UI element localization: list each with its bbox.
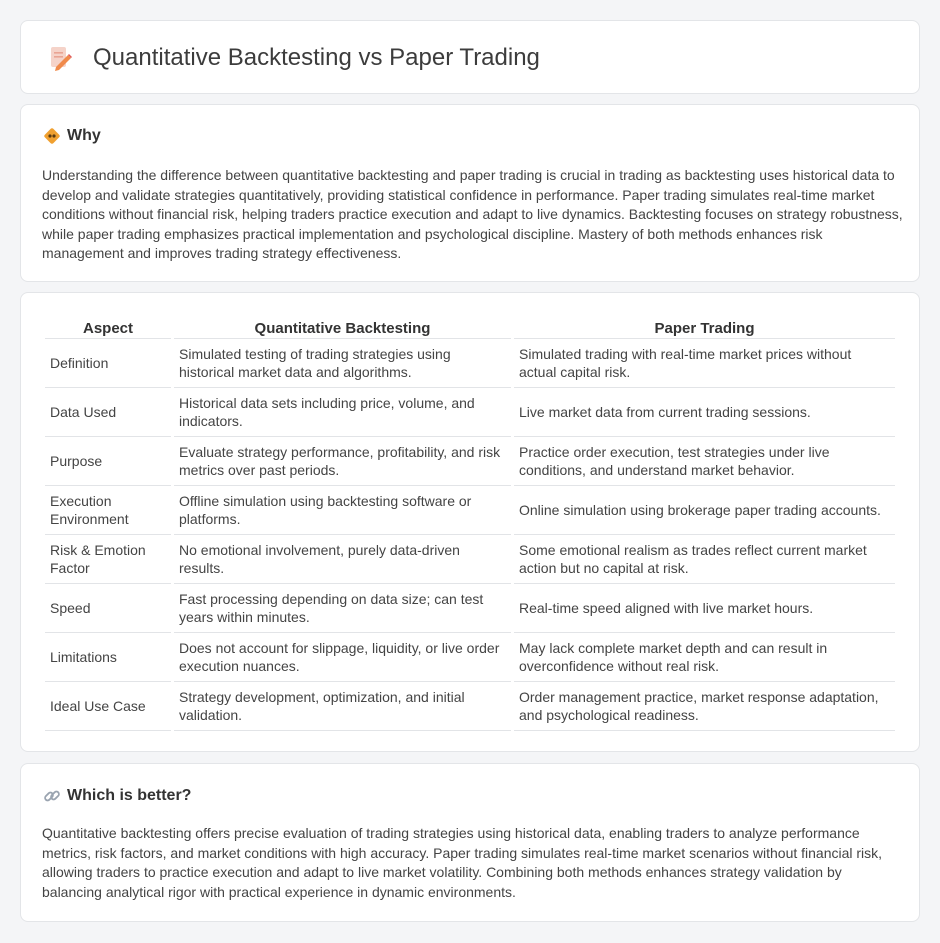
paper-trading-cell: Order management practice, market response adaptation, and psychological readiness. bbox=[514, 682, 895, 731]
why-section bbox=[20, 104, 920, 282]
table-row bbox=[45, 682, 895, 731]
aspect-cell: Data Used bbox=[45, 388, 171, 437]
header-quantitative-backtesting: Quantitative Backtesting bbox=[174, 314, 511, 339]
comparison-table bbox=[42, 314, 898, 731]
aspect-cell: Execution Environment bbox=[45, 486, 171, 535]
table-row bbox=[45, 388, 895, 437]
better-text: Quantitative backtesting offers precise evaluation of trading strategies using historical data, enabling traders to analyze performance metrics, risk factors, and market conditions with high accuracy. Paper trading simulates real-time market scenarios without financial risk, allowing traders to practice execution and adapt to live market volatility. Combining both methods enhances strategy validation by balancing analytical rigor with practical experience in dynamic environments. bbox=[42, 825, 883, 900]
aspect-cell: Limitations bbox=[45, 633, 171, 682]
backtesting-cell: Simulated testing of trading strategies using historical market data and algorithms. bbox=[174, 339, 511, 388]
better-heading-row bbox=[43, 787, 191, 805]
which-is-better-section bbox=[20, 763, 920, 922]
aspect-cell: Ideal Use Case bbox=[45, 682, 171, 731]
document-pencil-icon bbox=[47, 45, 73, 71]
paper-trading-cell: Online simulation using brokerage paper trading accounts. bbox=[514, 486, 895, 535]
backtesting-cell: Fast processing depending on data size; can test years within minutes. bbox=[174, 584, 511, 633]
why-heading-row bbox=[43, 127, 101, 145]
aspect-cell: Definition bbox=[45, 339, 171, 388]
header-aspect: Aspect bbox=[45, 314, 171, 339]
table-row bbox=[45, 486, 895, 535]
why-heading: Why bbox=[67, 127, 101, 144]
diamond-sign-icon bbox=[43, 127, 61, 145]
aspect-cell: Speed bbox=[45, 584, 171, 633]
table-header-row bbox=[45, 314, 895, 339]
backtesting-cell: Evaluate strategy performance, profitability, and risk metrics over past periods. bbox=[174, 437, 511, 486]
table-row bbox=[45, 535, 895, 584]
comparison-table-card bbox=[20, 292, 920, 752]
aspect-cell: Risk & Emotion Factor bbox=[45, 535, 171, 584]
backtesting-cell: No emotional involvement, purely data-driven results. bbox=[174, 535, 511, 584]
table-row bbox=[45, 437, 895, 486]
paper-trading-cell: Real-time speed aligned with live market hours. bbox=[514, 584, 895, 633]
backtesting-cell: Historical data sets including price, volume, and indicators. bbox=[174, 388, 511, 437]
table-row bbox=[45, 584, 895, 633]
why-text: Understanding the difference between quantitative backtesting and paper trading is crucial in trading as backtesting uses historical data to develop and validate strategies quantitatively, providing statistical confidence in performance. Paper trading simulates real-time market conditions without financial risk, helping traders practice execution and adapt to live dynamics. Backtesting focuses on strategy robustness, while paper trading emphasizes practical implementation and psychological discipline. Mastery of both methods enhances risk management and improves trading strategy effectiveness. bbox=[42, 167, 903, 261]
better-heading: Which is better? bbox=[67, 787, 192, 804]
aspect-cell: Purpose bbox=[45, 437, 171, 486]
backtesting-cell: Strategy development, optimization, and initial validation. bbox=[174, 682, 511, 731]
table-row bbox=[45, 633, 895, 682]
paper-trading-cell: Practice order execution, test strategies under live conditions, and understand market behavior. bbox=[514, 437, 895, 486]
backtesting-cell: Does not account for slippage, liquidity, or live order execution nuances. bbox=[174, 633, 511, 682]
link-icon bbox=[43, 787, 61, 805]
paper-trading-cell: Live market data from current trading sessions. bbox=[514, 388, 895, 437]
backtesting-cell: Offline simulation using backtesting software or platforms. bbox=[174, 486, 511, 535]
header-paper-trading: Paper Trading bbox=[514, 314, 895, 339]
header-card bbox=[20, 20, 920, 94]
table-row bbox=[45, 339, 895, 388]
paper-trading-cell: Some emotional realism as trades reflect current market action but no capital at risk. bbox=[514, 535, 895, 584]
paper-trading-cell: May lack complete market depth and can result in overconfidence without real risk. bbox=[514, 633, 895, 682]
page-title: Quantitative Backtesting vs Paper Trading bbox=[93, 44, 540, 71]
paper-trading-cell: Simulated trading with real-time market prices without actual capital risk. bbox=[514, 339, 895, 388]
